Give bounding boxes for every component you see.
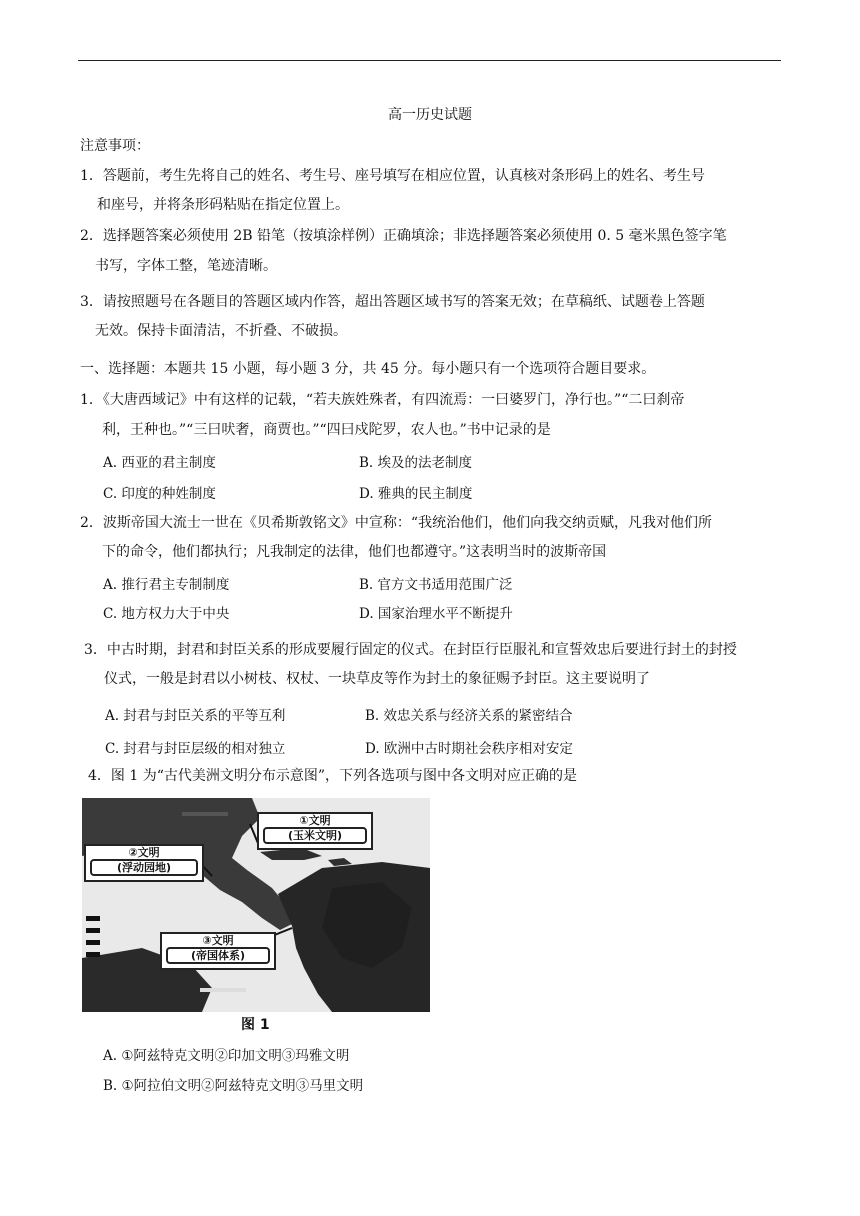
question-3-option-c[interactable]: C. 封君与封臣层级的相对独立: [105, 741, 286, 757]
question-3-option-a[interactable]: A. 封君与封臣关系的平等互利: [105, 708, 286, 724]
page-title: 高一历史试题: [388, 107, 472, 123]
civilization-box-3-title: ③文明: [202, 934, 234, 947]
notice-item-1-line1: 1．答题前，考生先将自己的姓名、考生号、座号填写在相应位置，认真核对条形码上的姓名、考生号: [80, 168, 705, 184]
notice-heading: 注意事项：: [80, 138, 150, 154]
civilization-box-1: [257, 812, 373, 850]
civilization-box-2-title: ②文明: [128, 846, 160, 859]
notice-item-2-line2: 书写，字体工整，笔迹清晰。: [95, 258, 277, 274]
question-2-line1: 2．波斯帝国大流士一世在《贝希斯敦铭文》中宣称：“我统治他们，他们向我交纳贡赋，凡我对他们所: [80, 515, 713, 531]
question-2-line2: 下的命令，他们都执行；凡我制定的法律，他们也都遵守。”这表明当时的波斯帝国: [102, 544, 607, 560]
question-3-line1: 3．中古时期，封君和封臣关系的形成要履行固定的仪式。在封臣行臣服礼和宣誓效忠后要进行封土的封授: [84, 642, 737, 658]
question-1-line2: 利，王种也。”“三曰吠奢，商贾也。”“四曰戍陀罗，农人也。”书中记录的是: [102, 422, 551, 438]
civilization-box-3-subtitle: (帝国体系): [166, 947, 270, 964]
question-4-option-a[interactable]: A. ①阿兹特克文明②印加文明③玛雅文明: [103, 1048, 350, 1064]
section-heading: 一、选择题：本题共 15 小题，每小题 3 分，共 45 分。每小题只有一个选项符合题目要求。: [80, 361, 656, 377]
americas-civilization-map: [82, 798, 430, 1012]
question-1-option-d[interactable]: D. 雅典的民主制度: [359, 486, 473, 502]
question-4-line1: 4．图 1 为“古代美洲文明分布示意图”，下列各选项与图中各文明对应正确的是: [88, 768, 578, 784]
question-1-option-c[interactable]: C. 印度的种姓制度: [103, 486, 216, 502]
question-1-option-a[interactable]: A. 西亚的君主制度: [103, 455, 216, 471]
question-3-option-d[interactable]: D. 欧洲中古时期社会秩序相对安定: [365, 741, 573, 757]
map-graphic: [82, 798, 430, 1012]
question-4-option-b[interactable]: B. ①阿拉伯文明②阿兹特克文明③马里文明: [103, 1078, 364, 1094]
civilization-box-1-subtitle: (玉米文明): [263, 827, 367, 844]
question-3-option-b[interactable]: B. 效忠关系与经济关系的紧密结合: [365, 708, 573, 724]
notice-item-2-line1: 2．选择题答案必须使用 2B 铅笔（按填涂样例）正确填涂；非选择题答案必须使用 0. 5 毫米黑色签字笔: [80, 228, 727, 244]
notice-item-3-line1: 3．请按照题号在各题目的答题区域内作答，超出答题区域书写的答案无效；在草稿纸、试题卷上答题: [80, 294, 705, 310]
figure-caption: 图 1: [241, 1017, 270, 1033]
question-2-option-a[interactable]: A. 推行君主专制制度: [103, 577, 230, 593]
header-rule: [78, 60, 781, 61]
civilization-box-3: [160, 932, 276, 970]
notice-item-3-line2: 无效。保持卡面清洁，不折叠、不破损。: [95, 323, 347, 339]
civilization-box-2-subtitle: (浮动园地): [90, 859, 198, 876]
question-2-option-c[interactable]: C. 地方权力大于中央: [103, 606, 230, 622]
question-1-line1: 1．《大唐西域记》中有这样的记载，“若夫族姓殊者，有四流焉：一曰婆罗门，净行也。”“二曰刹帝: [80, 392, 685, 408]
question-2-option-d[interactable]: D. 国家治理水平不断提升: [359, 606, 513, 622]
question-3-line2: 仪式，一般是封君以小树枝、权杖、一块草皮等作为封土的象征赐予封臣。这主要说明了: [104, 671, 650, 687]
civilization-box-2: [84, 844, 204, 882]
civilization-box-1-title: ①文明: [299, 814, 331, 827]
question-2-option-b[interactable]: B. 官方文书适用范围广泛: [359, 577, 513, 593]
question-1-option-b[interactable]: B. 埃及的法老制度: [359, 455, 473, 471]
notice-item-1-line2: 和座号，并将条形码粘贴在指定位置上。: [97, 197, 349, 213]
